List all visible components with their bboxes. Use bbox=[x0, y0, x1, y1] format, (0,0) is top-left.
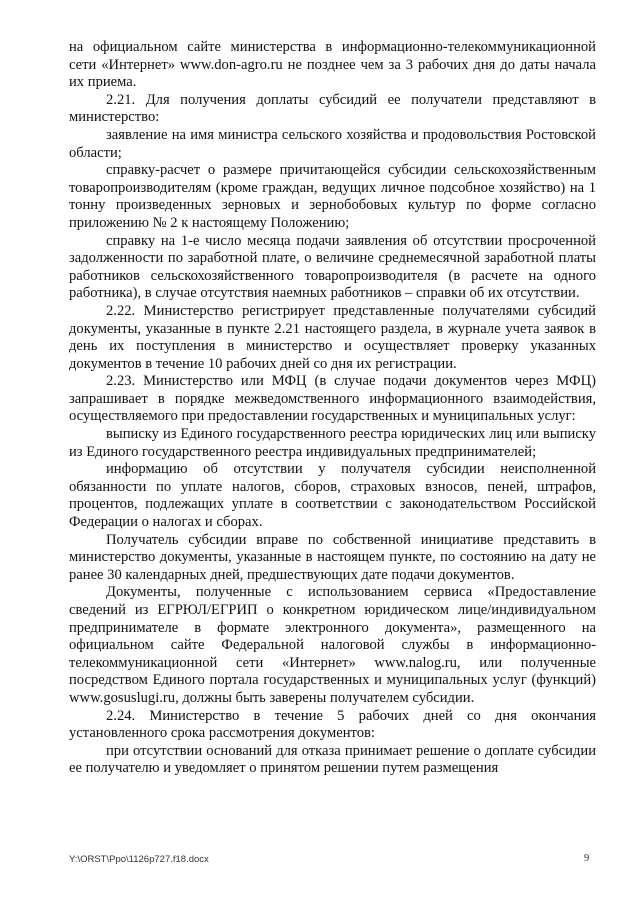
paragraph-application: заявление на имя министра сельского хозяйства и продовольствия Ростовской области; bbox=[69, 126, 596, 161]
paragraph-tax-info: информацию об отсутствии у получателя субсидии неисполненной обязанности по уплате налогов, сборов, страховых взносов, пеней, штрафов, процентов, подлежащих уплате в соответствии с законодательством Российской Федерации о налогах и сборах. bbox=[69, 461, 596, 531]
document-body bbox=[69, 39, 596, 778]
paragraph-own-initiative: Получатель субсидии вправе по собственной инициативе представить в министерство документы, указанные в настоящем пункте, по состоянию на дату не ранее 30 календарных дней, предшествующих дате подачи документов. bbox=[69, 531, 596, 583]
paragraph-2-23: 2.23. Министерство или МФЦ (в случае подачи документов через МФЦ) запрашивает в порядке межведомственного информационного взаимодействия, осуществляемого при предоставлении государственных и муниципальных услуг: bbox=[69, 373, 596, 425]
paragraph-electronic-documents: Документы, полученные с использованием сервиса «Предоставление сведений из ЕГРЮЛ/ЕГРИП о конкретном юридическом лице/индивидуальном предпринимателе в формате электронного документа», размещенного на официальном сайте Федеральной налоговой службы в информационно-телекоммуникационной сети «Интернет» www.nalog.ru, или полученные посредством Единого портала государственных и муниципальных услуг (функций) www.gosuslugi.ru, должны быть заверены получателем субсидии. bbox=[69, 584, 596, 706]
paragraph-registry-extract: выписку из Единого государственного реестра юридических лиц или выписку из Единого государственного реестра индивидуальных предпринимателей; bbox=[69, 426, 596, 460]
paragraph-2-22: 2.22. Министерство регистрирует представленные получателями субсидий документы, указанные в пункте 2.21 настоящего раздела, в журнале учета заявок в день их поступления в министерство и осуществляет проверку указанных документов в течение 10 рабочих дней со дня их регистрации. bbox=[69, 302, 596, 372]
paragraph-decision: при отсутствии оснований для отказа принимает решение о доплате субсидии ее получателю и уведомляет о принятом решении путем размещения bbox=[69, 742, 596, 777]
paragraph-2-21: 2.21. Для получения доплаты субсидий ее получатели представляют в министерство: bbox=[69, 91, 596, 126]
paragraph-2-24: 2.24. Министерство в течение 5 рабочих дней со дня окончания установленного срока рассмотрения документов: bbox=[69, 707, 596, 742]
paragraph-calculation-certificate: справку-расчет о размере причитающейся субсидии сельскохозяйственным товаропроизводителям (кроме граждан, ведущих личное подсобное хозяйство) на 1 тонну произведенных зерновых и зернобобовых культур по форме согласно приложению № 2 к настоящему Положению; bbox=[69, 162, 596, 231]
paragraph-salary-certificate: справку на 1-е число месяца подачи заявления об отсутствии просроченной задолженности по заработной плате, о величине среднемесячной заработной платы работников сельскохозяйственного товаропроизводителя (в расчете на одного работника), в случае отсутствия наемных работников – справки об их отсутствии. bbox=[69, 232, 596, 302]
paragraph-continuation: на официальном сайте министерства в информационно-телекоммуникационной сети «Интернет» www.don-agro.ru не позднее чем за 3 рабочих дня до даты начала их приема. bbox=[69, 39, 596, 91]
page-number: 9 bbox=[584, 853, 590, 864]
footer-file-path: Y:\ORST\Ppo\1126p727.f18.docx bbox=[69, 854, 209, 865]
